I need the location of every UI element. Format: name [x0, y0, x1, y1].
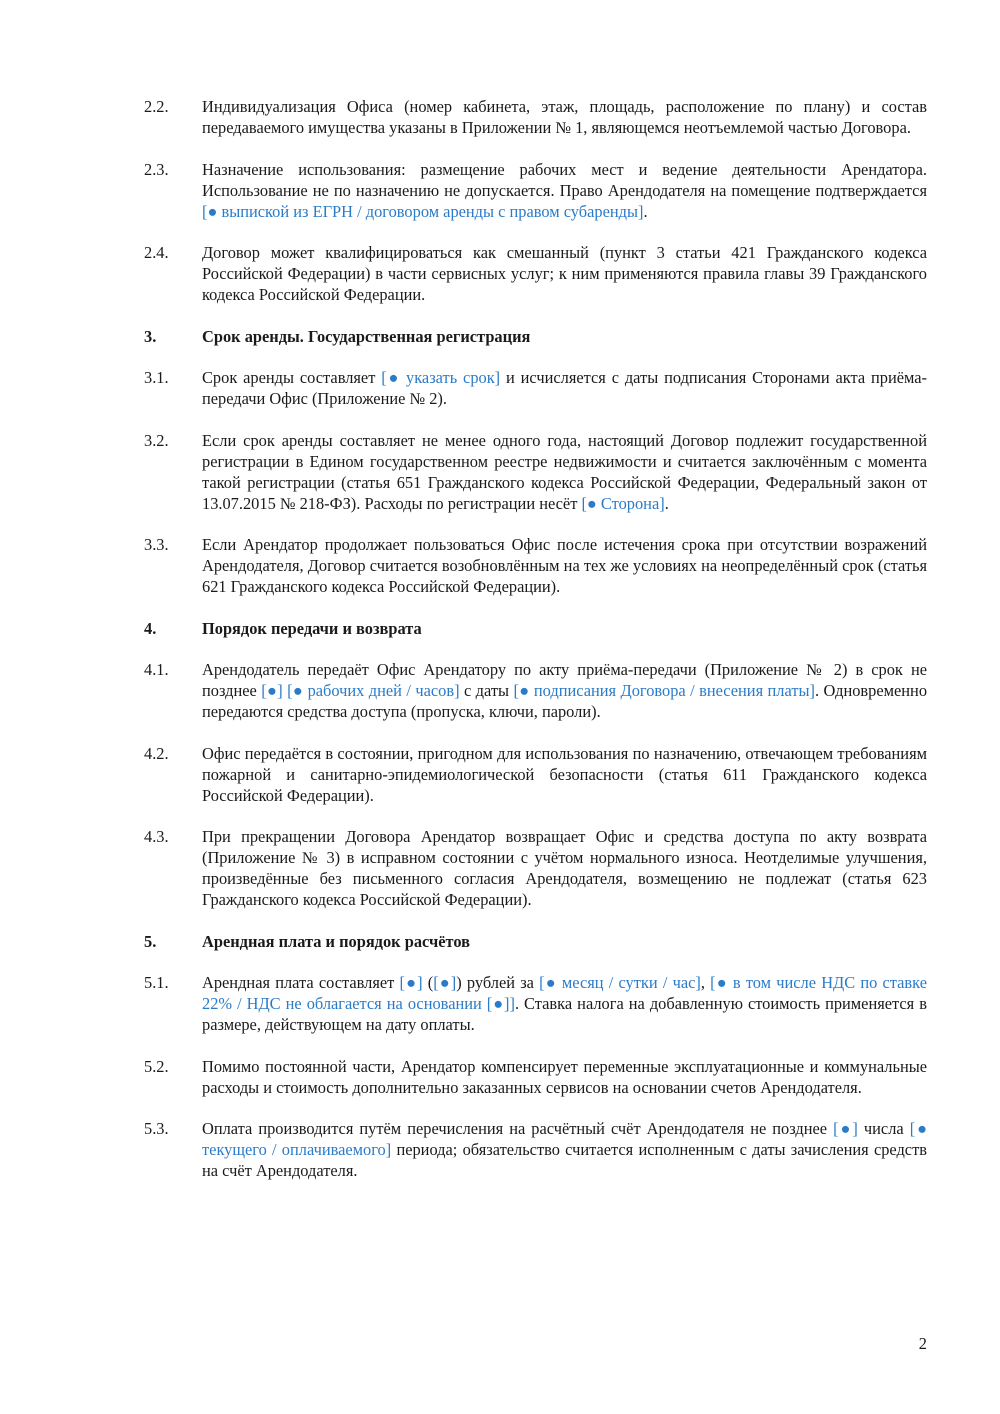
clause-text: При прекращении Договора Арендатор возвращает Офис и средства доступа по акту возврата (Приложение № 3) в исправном состоянии с учётом нормального износа. Неотделимые улучшения, произведённые без письменного согласия Арендодателя, возмещению не подлежат (статья 623 Гражданского кодекса Российской Федерации).: [202, 827, 927, 909]
text-run: . Одновременно передаются средства доступа (пропуска, ключи, пароли).: [202, 681, 928, 721]
text-run: Если срок аренды составляет не менее одного года, настоящий Договор подлежит государственной регистрации в Едином государственном реестре недвижимости и считается заключённым с момента такой регистрации (статья 651 Гражданского кодекса Российской Федерации, Федеральный закон от 13.07.2015 № 218-ФЗ). Расходы по регистрации несёт: [202, 430, 927, 513]
text-run: Арендодатель передаёт Офис Арендатору по акту приёма-передачи (Приложение № 2) в срок не позднее: [202, 660, 927, 700]
clause-text: Индивидуализация Офиса (номер кабинета, этаж, площадь, расположение по плану) и состав передаваемого имущества указаны в Приложении № 1, являющемся неотъемлемой частью Договора.: [202, 97, 927, 137]
section-number: 5.: [144, 931, 157, 951]
clause-text: [202, 430, 927, 514]
clause-4-1: [144, 659, 927, 722]
clause-text: Если Арендатор продолжает пользоваться Офис после истечения срока при отсутствии возражений Арендодателя, Договор считается возобновлённым на тех же условиях на неопределённый срок (статья 621 Гражданского кодекса Российской Федерации).: [202, 535, 927, 596]
clause-2-4: [144, 242, 927, 305]
text-run: ) рублей за: [456, 973, 540, 992]
section-heading-4: [144, 618, 927, 639]
placeholder: [●]: [399, 973, 423, 992]
clause-2-3: [144, 159, 927, 222]
clause-text: [202, 659, 927, 722]
section-title: Порядок передачи и возврата: [202, 618, 422, 638]
clause-text: Договор может квалифицироваться как смешанный (пункт 3 статьи 421 Гражданского кодекса Российской Федерации) в части сервисных услуг; к ним применяются правила главы 39 Гражданского кодекса Российской Федерации.: [202, 243, 927, 304]
section-heading-3: [144, 326, 927, 347]
clause-number: 2.3.: [144, 159, 169, 179]
text-run: периода; обязательство считается исполненным с даты зачисления средств на счёт Арендодателя.: [202, 1140, 927, 1180]
text-run: (: [422, 973, 434, 992]
clause-text: [202, 1118, 927, 1181]
placeholder: [● указать срок]: [381, 368, 501, 387]
placeholder: [●]: [833, 1119, 858, 1138]
placeholder: [● рабочих дней / часов]: [287, 681, 460, 700]
text-run: Арендная плата составляет: [202, 973, 400, 992]
clause-text: [202, 972, 927, 1035]
clause-number: 2.2.: [144, 97, 169, 116]
section-title: Срок аренды. Государственная регистрация: [202, 326, 531, 346]
clause-5-3: [144, 1118, 927, 1181]
clause-text: Помимо постоянной части, Арендатор компенсирует переменные эксплуатационные и коммунальные расходы и стоимость дополнительно заказанных сервисов на основании счетов Арендодателя.: [202, 1056, 927, 1097]
placeholder: [● подписания Договора / внесения платы]: [513, 681, 815, 700]
clause-text: [202, 367, 927, 409]
placeholder: [● в том числе НДС по ставке 22% / НДС не облагается на основании [●]]: [202, 973, 927, 1013]
clause-5-2: [144, 1056, 927, 1098]
text-run: . Ставка налога на добавленную стоимость применяется в размере, действующем на дату оплаты.: [202, 994, 927, 1034]
clause-text: Офис передаётся в состоянии, пригодном для использования по назначению, отвечающем требованиям пожарной и санитарно-эпидемиологической безопасности (статья 611 Гражданского кодекса Российской Федерации).: [202, 743, 927, 805]
text-run: Назначение использования: размещение рабочих мест и ведение деятельности Арендатора. Использование не по назначению не допускается. Право Арендодателя на помещение подтверждается: [202, 159, 927, 200]
text-run: Срок аренды составляет: [202, 368, 382, 387]
text-run: числа: [857, 1119, 910, 1138]
placeholder: [●]: [261, 681, 283, 700]
section-heading-5: [144, 931, 927, 952]
clause-number: 3.2.: [144, 430, 169, 450]
placeholder: [● Сторона]: [581, 493, 665, 513]
clause-number: 5.1.: [144, 973, 169, 992]
page-number: 2: [918, 1334, 927, 1353]
section-number: 3.: [144, 326, 157, 346]
clause-number: 3.1.: [144, 368, 169, 387]
text-run: ,: [700, 973, 711, 992]
clause-number: 5.2.: [144, 1056, 169, 1076]
clause-3-3: [144, 534, 927, 597]
document-body: [144, 96, 927, 1202]
clause-text: [202, 159, 927, 222]
section-title: Арендная плата и порядок расчётов: [202, 931, 470, 951]
text-run: с даты: [459, 681, 514, 700]
clause-number: 3.3.: [144, 535, 169, 554]
placeholder: [● текущего / оплачиваемого]: [202, 1119, 928, 1159]
clause-5-1: [144, 972, 927, 1035]
text-run: Оплата производится путём перечисления на расчётный счёт Арендодателя не позднее: [202, 1119, 834, 1138]
placeholder: [●]: [433, 973, 457, 992]
clause-2-2: [144, 96, 927, 138]
placeholder: [● месяц / сутки / час]: [539, 973, 701, 992]
clause-number: 4.2.: [144, 743, 169, 763]
clause-number: 2.4.: [144, 243, 169, 262]
placeholder: [● выпиской из ЕГРН / договором аренды с правом субаренды]: [202, 201, 644, 221]
clause-3-2: [144, 430, 927, 514]
section-number: 4.: [144, 618, 157, 638]
text-run: .: [643, 201, 648, 221]
text-run: и исчисляется с даты подписания Сторонами акта приёма-передачи Офис (Приложение № 2).: [202, 368, 928, 408]
clause-4-3: [144, 826, 927, 910]
clause-number: 4.1.: [144, 660, 169, 679]
clause-3-1: [144, 367, 927, 409]
clause-4-2: [144, 743, 927, 806]
clause-number: 4.3.: [144, 827, 169, 846]
text-run: .: [664, 493, 669, 513]
clause-number: 5.3.: [144, 1119, 169, 1138]
